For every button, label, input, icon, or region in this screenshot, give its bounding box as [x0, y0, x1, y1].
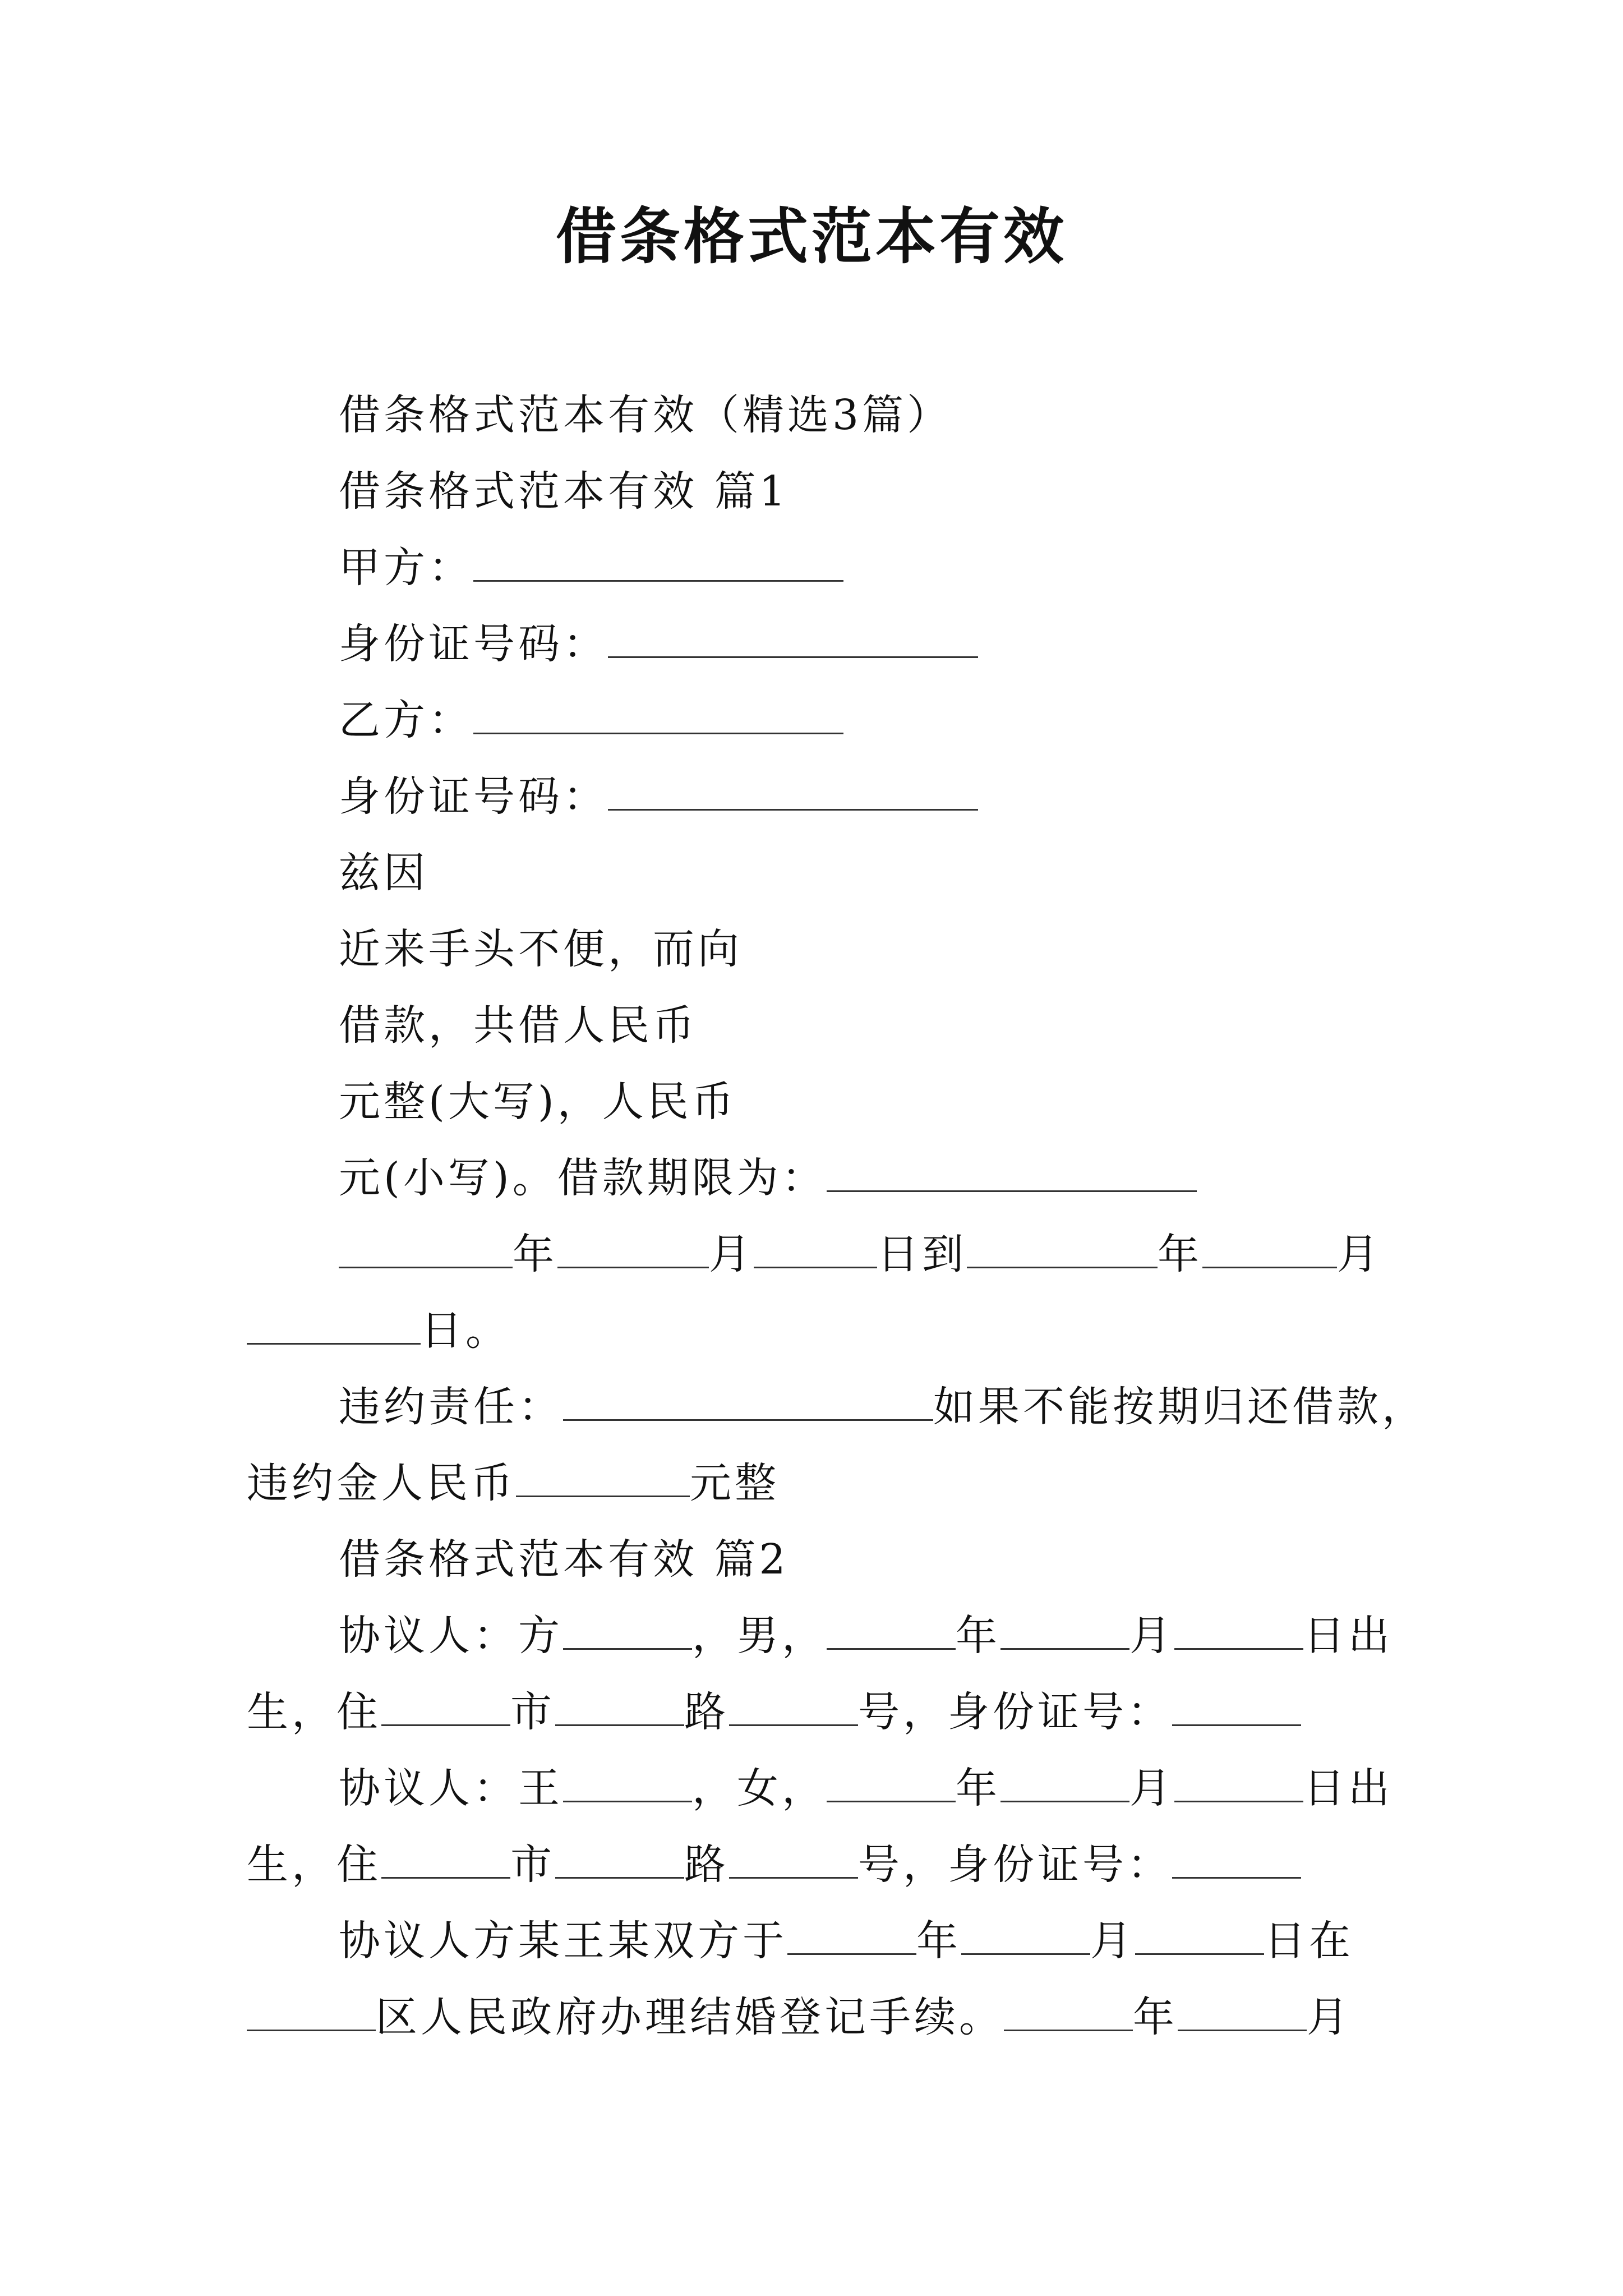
- party-b-id-label: 身份证号码：: [339, 772, 608, 821]
- end-year-label: 年: [1158, 1230, 1202, 1278]
- party-fang-label: 协议人：方: [339, 1612, 563, 1660]
- party-fang-name-blank: [563, 1609, 692, 1650]
- party-fang-gender: ，男，: [692, 1612, 827, 1660]
- party-b-id-line: [339, 769, 978, 825]
- party-fang-road-label: 路: [684, 1688, 729, 1736]
- marriage-year-blank: [787, 1914, 916, 1955]
- party-a-id-label: 身份证号码：: [339, 620, 608, 668]
- loan-term-blank: [827, 1151, 1197, 1192]
- party-fang-day-blank: [1174, 1609, 1303, 1650]
- reason-detail-line: [339, 921, 743, 977]
- party-b-blank: [473, 693, 843, 734]
- party-wang-line: [339, 1760, 1393, 1816]
- start-year-blank: [339, 1227, 513, 1268]
- party-b-id-blank: [608, 770, 978, 811]
- liability-text: 如果不能按期归还借款，: [933, 1383, 1427, 1431]
- party-wang-month-label: 月: [1129, 1764, 1174, 1812]
- party-fang-address-line: [247, 1684, 1301, 1740]
- penalty-label: 违约金人民币: [247, 1459, 516, 1507]
- party-wang-address-label: 生，住: [247, 1841, 381, 1889]
- end-year-blank: [967, 1227, 1158, 1268]
- party-wang-month-blank: [1000, 1761, 1129, 1802]
- party-wang-id-label: 号，身份证号：: [858, 1841, 1172, 1889]
- liability-label: 违约责任：: [339, 1383, 563, 1431]
- party-b-line: [339, 692, 843, 748]
- registration-text: 区人民政府办理结婚登记手续。: [376, 1993, 1004, 2041]
- liability-blank: [563, 1380, 933, 1421]
- party-fang-road-blank: [555, 1685, 684, 1726]
- party-wang-address-line: [247, 1837, 1301, 1893]
- registration-year-label: 年: [1133, 1993, 1178, 2041]
- marriage-day-label: 日在: [1264, 1917, 1354, 1965]
- loan-term-label: 元(小写)。借款期限为：: [339, 1154, 827, 1202]
- marriage-label: 协议人方某王某双方于: [339, 1917, 787, 1965]
- party-fang-line: [339, 1608, 1393, 1664]
- loan-amount-text: 借款，共借人民币: [339, 1001, 698, 1050]
- party-wang-road-label: 路: [684, 1841, 729, 1889]
- party-a-label: 甲方：: [339, 544, 473, 592]
- end-month-label: 月: [1337, 1230, 1382, 1278]
- start-day-label: 日到: [877, 1230, 967, 1278]
- loan-uppercase-line: [339, 1074, 737, 1130]
- start-day-blank: [754, 1227, 877, 1268]
- end-day-blank: [247, 1304, 421, 1345]
- party-fang-birth-label: 日出: [1303, 1612, 1393, 1660]
- loan-uppercase-text: 元整(大写)，人民币: [339, 1078, 737, 1126]
- party-wang-label: 协议人：王: [339, 1764, 563, 1812]
- party-wang-year-label: 年: [956, 1764, 1000, 1812]
- party-wang-gender: ，女，: [692, 1764, 827, 1812]
- party-fang-month-label: 月: [1129, 1612, 1174, 1660]
- party-wang-day-blank: [1174, 1761, 1303, 1802]
- marriage-line: [339, 1913, 1354, 1969]
- penalty-unit: 元整: [690, 1459, 780, 1507]
- party-fang-month-blank: [1000, 1609, 1129, 1650]
- party-wang-id-blank: [1172, 1838, 1301, 1879]
- party-fang-id-blank: [1172, 1685, 1301, 1726]
- penalty-line: [247, 1455, 780, 1511]
- marriage-month-blank: [961, 1914, 1090, 1955]
- reason-detail-text: 近来手头不便，而向: [339, 925, 743, 973]
- party-fang-id-label: 号，身份证号：: [858, 1688, 1172, 1736]
- section-heading-2: [339, 1531, 789, 1588]
- end-day-line: [247, 1303, 510, 1359]
- section-heading-1-text: 借条格式范本有效 篇1: [339, 467, 789, 516]
- district-blank: [247, 1990, 376, 2031]
- party-fang-year-label: 年: [956, 1612, 1000, 1660]
- party-wang-city-blank: [381, 1838, 510, 1879]
- start-year-label: 年: [513, 1230, 557, 1278]
- subtitle-line: [339, 387, 952, 443]
- party-wang-year-blank: [827, 1761, 956, 1802]
- subtitle-text: 借条格式范本有效（精选3篇）: [339, 391, 952, 439]
- party-a-line: [339, 540, 843, 596]
- party-fang-city-blank: [381, 1685, 510, 1726]
- party-wang-name-blank: [563, 1761, 692, 1802]
- start-month-label: 月: [709, 1230, 754, 1278]
- party-a-id-blank: [608, 617, 978, 658]
- party-wang-birth-label: 日出: [1303, 1764, 1393, 1812]
- start-month-blank: [557, 1227, 709, 1268]
- penalty-blank: [516, 1456, 690, 1497]
- end-day-label: 日。: [421, 1306, 510, 1355]
- party-fang-address-label: 生，住: [247, 1688, 381, 1736]
- party-wang-number-blank: [729, 1838, 858, 1879]
- reason-line: [339, 845, 428, 901]
- party-b-label: 乙方：: [339, 696, 473, 744]
- registration-month-label: 月: [1307, 1993, 1352, 2041]
- party-fang-year-blank: [827, 1609, 956, 1650]
- document-title: 借条格式范本有效: [555, 201, 1067, 272]
- party-a-blank: [473, 541, 843, 582]
- liability-line: [339, 1379, 1427, 1435]
- section-heading-1: [339, 463, 789, 519]
- party-wang-city-label: 市: [510, 1841, 555, 1889]
- marriage-month-label: 月: [1090, 1917, 1135, 1965]
- loan-term-line: [339, 1150, 1197, 1206]
- registration-month-blank: [1178, 1990, 1307, 2031]
- party-a-id-line: [339, 616, 978, 672]
- party-fang-city-label: 市: [510, 1688, 555, 1736]
- party-fang-number-blank: [729, 1685, 858, 1726]
- registration-year-blank: [1004, 1990, 1133, 2031]
- end-month-blank: [1202, 1227, 1337, 1268]
- marriage-year-label: 年: [916, 1917, 961, 1965]
- loan-amount-line: [339, 997, 698, 1053]
- registration-line: [247, 1989, 1352, 2045]
- reason-text: 兹因: [339, 849, 428, 897]
- party-wang-road-blank: [555, 1838, 684, 1879]
- date-range-line: [339, 1226, 1382, 1282]
- section-heading-2-text: 借条格式范本有效 篇2: [339, 1535, 789, 1584]
- marriage-day-blank: [1135, 1914, 1264, 1955]
